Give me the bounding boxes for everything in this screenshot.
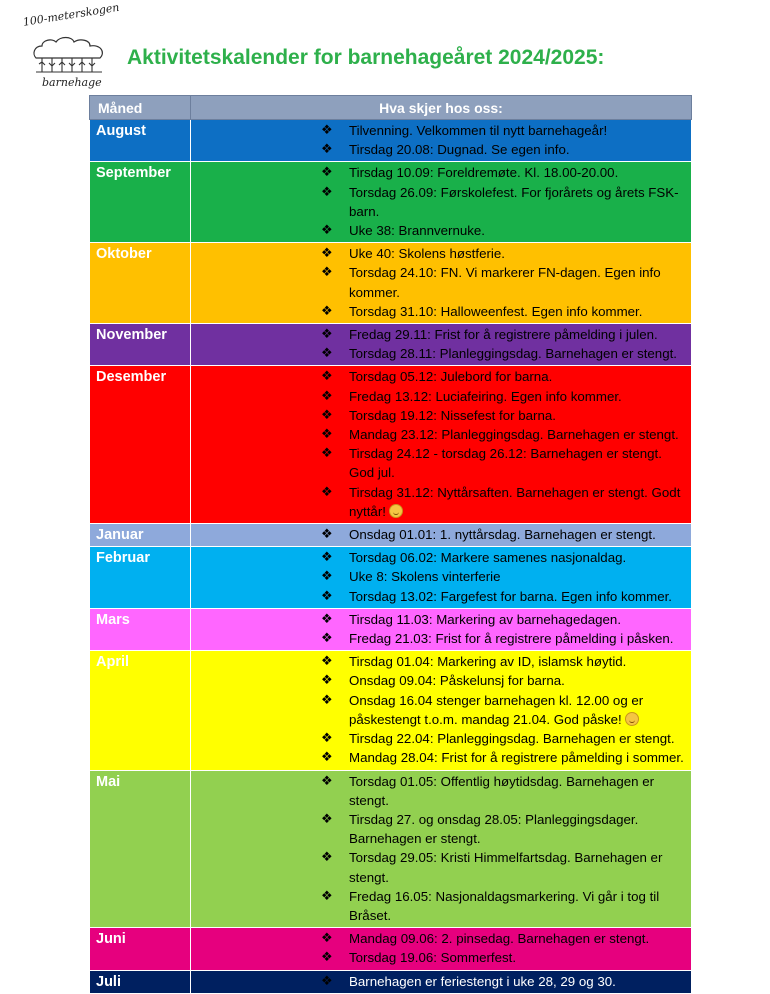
month-row-april bbox=[90, 651, 692, 770]
event-item bbox=[321, 344, 689, 363]
events-list bbox=[191, 163, 691, 240]
event-item bbox=[321, 183, 689, 221]
month-label: Juni bbox=[90, 928, 191, 970]
event-text: Torsdag 31.10: Halloweenfest. Egen info kommer. bbox=[349, 303, 643, 319]
event-item bbox=[321, 810, 689, 848]
smiley-emoji-icon bbox=[389, 504, 403, 518]
event-item bbox=[321, 548, 689, 567]
month-label: Oktober bbox=[90, 243, 191, 324]
event-text: Mandag 28.04: Frist for å registrere påmelding i sommer. bbox=[349, 750, 684, 766]
month-label: November bbox=[90, 324, 191, 366]
event-text: Tirsdag 10.09: Foreldremøte. Kl. 18.00-20.00. bbox=[349, 165, 619, 181]
event-text: Barnehagen er feriestengt i uke 28, 29 og 30. bbox=[349, 973, 616, 989]
event-text: Fredag 16.05: Nasjonaldagsmarkering. Vi går i tog til Bråset. bbox=[349, 888, 660, 923]
events-list bbox=[191, 325, 691, 363]
event-item bbox=[321, 610, 689, 629]
event-item bbox=[321, 729, 689, 748]
events-list bbox=[191, 121, 691, 159]
column-header-events: Hva skjer hos oss: bbox=[191, 96, 692, 120]
events-cell bbox=[191, 770, 692, 928]
event-text: Torsdag 26.09: Førskolefest. For fjorårets og årets FSK-barn. bbox=[349, 184, 679, 219]
smiley-emoji-icon bbox=[625, 712, 639, 726]
event-text: Tilvenning. Velkommen til nytt barnehageår! bbox=[349, 123, 608, 138]
month-row-desember bbox=[90, 366, 692, 524]
event-item bbox=[321, 483, 689, 521]
event-item bbox=[321, 425, 689, 444]
event-text: Torsdag 01.05: Offentlig høytidsdag. Barnehagen er stengt. bbox=[349, 773, 655, 808]
event-item bbox=[321, 263, 689, 301]
events-list bbox=[191, 548, 691, 606]
month-row-september bbox=[90, 162, 692, 243]
event-item bbox=[321, 748, 689, 767]
kindergarten-logo bbox=[18, 0, 121, 94]
table-header-row bbox=[90, 96, 692, 120]
event-item bbox=[321, 929, 689, 948]
events-list bbox=[191, 367, 691, 521]
events-cell bbox=[191, 524, 692, 547]
event-text: Torsdag 19.06: Sommerfest. bbox=[349, 950, 517, 966]
logo-text-bottom: barnehage bbox=[42, 76, 102, 89]
event-item bbox=[321, 244, 689, 263]
event-text: Torsdag 06.02: Markere samenes nasjonaldag. bbox=[349, 550, 627, 566]
month-row-august bbox=[90, 120, 692, 162]
event-item bbox=[321, 972, 689, 991]
month-label: Juli bbox=[90, 970, 191, 993]
month-row-mars bbox=[90, 608, 692, 650]
event-item bbox=[321, 691, 689, 729]
event-text: Tirsdag 31.12: Nyttårsaften. Barnehagen er stengt. Godt nyttår! bbox=[349, 484, 681, 519]
event-text: Tirsdag 27. og onsdag 28.05: Planleggingsdager. Barnehagen er stengt. bbox=[349, 811, 639, 847]
events-cell bbox=[191, 162, 692, 243]
page-title: Aktivitetskalender for barnehageåret 2024/2025: bbox=[127, 46, 605, 69]
events-cell bbox=[191, 243, 692, 324]
event-item bbox=[321, 221, 689, 240]
event-text: Fredag 13.12: Luciafeiring. Egen info kommer. bbox=[349, 388, 622, 404]
logo-text-top: 100-meterskogen bbox=[22, 0, 121, 29]
month-label: Mai bbox=[90, 770, 191, 928]
month-row-februar bbox=[90, 547, 692, 609]
month-label: September bbox=[90, 162, 191, 243]
event-text: Torsdag 28.11: Planleggingsdag. Barnehagen er stengt. bbox=[349, 346, 677, 362]
events-list bbox=[191, 772, 691, 926]
events-list bbox=[191, 525, 691, 544]
event-item bbox=[321, 567, 689, 586]
event-item bbox=[321, 948, 689, 967]
event-item bbox=[321, 302, 689, 321]
event-item bbox=[321, 367, 689, 386]
month-label: August bbox=[90, 120, 191, 162]
event-item bbox=[321, 121, 689, 140]
event-text: Fredag 21.03: Frist for å registrere påmelding i påsken. bbox=[349, 631, 674, 647]
event-text: Uke 8: Skolens vinterferie bbox=[349, 569, 501, 585]
forest-logo-icon bbox=[30, 32, 108, 76]
event-item bbox=[321, 444, 689, 482]
events-list bbox=[191, 929, 691, 967]
event-text: Torsdag 19.12: Nissefest for barna. bbox=[349, 407, 556, 423]
event-text: Mandag 23.12: Planleggingsdag. Barnehagen er stengt. bbox=[349, 427, 679, 443]
month-label: Januar bbox=[90, 524, 191, 547]
event-item bbox=[321, 887, 689, 925]
events-cell bbox=[191, 608, 692, 650]
event-text: Torsdag 13.02: Fargefest for barna. Egen info kommer. bbox=[349, 588, 672, 604]
month-row-januar bbox=[90, 524, 692, 547]
event-item bbox=[321, 140, 689, 159]
event-text: Onsdag 01.01: 1. nyttårsdag. Barnehagen er stengt. bbox=[349, 527, 656, 543]
events-cell bbox=[191, 120, 692, 162]
event-text: Tirsdag 20.08: Dugnad. Se egen info. bbox=[349, 142, 570, 158]
events-list bbox=[191, 972, 691, 991]
month-label: April bbox=[90, 651, 191, 770]
column-header-month: Måned bbox=[90, 96, 191, 120]
month-label: Desember bbox=[90, 366, 191, 524]
events-cell bbox=[191, 366, 692, 524]
event-text: Onsdag 16.04 stenger barnehagen kl. 12.00 og er påskestengt t.o.m. mandag 21.04. God påske! bbox=[349, 692, 644, 727]
event-text: Tirsdag 22.04: Planleggingsdag. Barnehagen er stengt. bbox=[349, 731, 675, 747]
month-row-november bbox=[90, 324, 692, 366]
event-text: Uke 40: Skolens høstferie. bbox=[349, 246, 505, 262]
event-item bbox=[321, 163, 689, 182]
event-text: Uke 38: Brannvernuke. bbox=[349, 223, 486, 239]
event-text: Torsdag 05.12: Julebord for barna. bbox=[349, 369, 553, 385]
event-item bbox=[321, 406, 689, 425]
month-row-oktober bbox=[90, 243, 692, 324]
month-row-juli bbox=[90, 970, 692, 993]
activity-calendar-table bbox=[89, 95, 692, 994]
month-row-mai bbox=[90, 770, 692, 928]
events-list bbox=[191, 652, 691, 767]
events-cell bbox=[191, 928, 692, 970]
events-cell bbox=[191, 324, 692, 366]
events-list bbox=[191, 610, 691, 648]
month-row-juni bbox=[90, 928, 692, 970]
events-cell bbox=[191, 651, 692, 770]
event-text: Torsdag 24.10: FN. Vi markerer FN-dagen. Egen info kommer. bbox=[349, 265, 661, 300]
events-list bbox=[191, 244, 691, 321]
event-item bbox=[321, 772, 689, 810]
event-item bbox=[321, 325, 689, 344]
event-text: Tirsdag 11.03: Markering av barnehagedagen. bbox=[349, 611, 622, 627]
event-item bbox=[321, 671, 689, 690]
event-text: Mandag 09.06: 2. pinsedag. Barnehagen er stengt. bbox=[349, 931, 650, 947]
event-text: Torsdag 29.05: Kristi Himmelfartsdag. Barnehagen er stengt. bbox=[349, 850, 663, 885]
event-item bbox=[321, 652, 689, 671]
event-item bbox=[321, 387, 689, 406]
month-label: Februar bbox=[90, 547, 191, 609]
events-cell bbox=[191, 970, 692, 993]
event-text: Tirsdag 24.12 - torsdag 26.12: Barnehagen er stengt. God jul. bbox=[349, 446, 662, 481]
event-text: Onsdag 09.04: Påskelunsj for barna. bbox=[349, 673, 565, 689]
month-label: Mars bbox=[90, 608, 191, 650]
event-text: Tirsdag 01.04: Markering av ID, islamsk høytid. bbox=[349, 654, 627, 670]
events-cell bbox=[191, 547, 692, 609]
event-text: Fredag 29.11: Frist for å registrere påmelding i julen. bbox=[349, 327, 658, 343]
event-item bbox=[321, 525, 689, 544]
event-item bbox=[321, 587, 689, 606]
event-item bbox=[321, 848, 689, 886]
event-item bbox=[321, 629, 689, 648]
